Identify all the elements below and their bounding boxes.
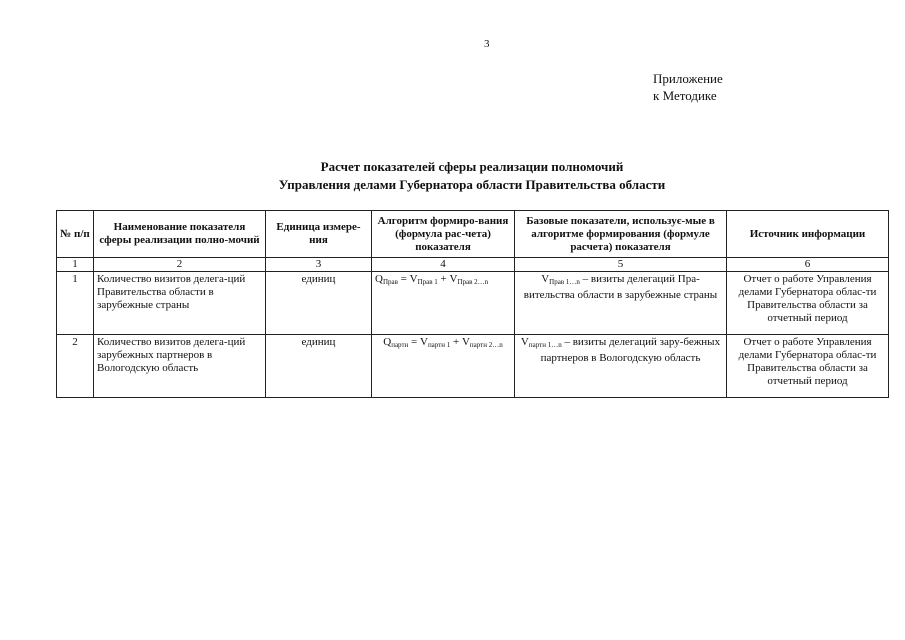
- formula-plus: + V: [437, 273, 458, 285]
- column-number: 6: [727, 258, 889, 272]
- formula-equals: = V: [408, 336, 428, 348]
- column-number: 3: [266, 258, 372, 272]
- base-v-subscript: Прав 1…n: [549, 278, 580, 286]
- base-indicator-description: [515, 272, 727, 335]
- header-cell-name: Наименование показателя сферы реализации полно-мочий: [94, 211, 266, 258]
- formula-v2-subscript: партн 2…n: [469, 341, 503, 349]
- base-v: V: [541, 273, 550, 285]
- base-text: – визиты делегаций Пра-вительства области в зарубежные страны: [523, 273, 718, 301]
- row-number: 2: [57, 335, 94, 398]
- base-v: V: [520, 336, 529, 348]
- indicator-formula: [372, 272, 515, 335]
- formula-q-subscript: партн: [391, 341, 409, 349]
- information-source: Отчет о работе Управления делами Губернатора облас-ти Правительства области за отчетный период: [727, 272, 889, 335]
- header-cell-algorithm: Алгоритм формиро-вания (формула рас-чета) показателя: [372, 211, 515, 258]
- formula-q: Q: [383, 336, 392, 348]
- information-source: Отчет о работе Управления делами Губернатора облас-ти Правительства области за отчетный период: [727, 335, 889, 398]
- appendix-line-2: к Методике: [653, 88, 717, 103]
- indicator-unit: единиц: [266, 272, 372, 335]
- formula-plus: + V: [450, 336, 470, 348]
- base-v-subscript: партн 1…n: [528, 341, 562, 349]
- page-number: 3: [484, 38, 490, 50]
- column-number-row: [57, 258, 889, 272]
- formula-v2-subscript: Прав 2…n: [457, 278, 489, 286]
- column-number: 1: [57, 258, 94, 272]
- header-cell-source: Источник информации: [727, 211, 889, 258]
- table-row: [57, 335, 889, 398]
- document-title: [56, 158, 888, 194]
- table-header-row: [57, 211, 889, 258]
- table-row: [57, 272, 889, 335]
- formula-q: Q: [375, 273, 383, 285]
- formula-q-subscript: Прав: [382, 278, 398, 286]
- formula-v1-subscript: партн 1: [427, 341, 451, 349]
- appendix-label: [653, 70, 723, 104]
- indicator-name: Количество визитов делега-ций зарубежных партнеров в Вологодскую область: [94, 335, 266, 398]
- document-title-line-1: Расчет показателей сферы реализации полномочий: [320, 159, 624, 174]
- row-number: 1: [57, 272, 94, 335]
- formula-equals: = V: [397, 273, 418, 285]
- header-cell-base-indicators: Базовые показатели, использує-мые в алгоритме формирования (формуле расчета) показателя: [515, 211, 727, 258]
- base-text: – визиты делегаций зару-бежных партнеров в Вологодскую область: [540, 336, 721, 364]
- column-number: 2: [94, 258, 266, 272]
- indicator-unit: единиц: [266, 335, 372, 398]
- indicators-table: [56, 210, 889, 398]
- formula-v1-subscript: Прав 1: [417, 278, 438, 286]
- header-cell-number: № п/п: [57, 211, 94, 258]
- indicator-name: Количество визитов делега-ций Правительства области в зарубежные страны: [94, 272, 266, 335]
- header-cell-unit: Единица измере-ния: [266, 211, 372, 258]
- document-title-line-2: Управления делами Губернатора области Правительства области: [278, 177, 666, 192]
- indicator-formula: [372, 335, 515, 398]
- appendix-line-1: Приложение: [653, 71, 723, 86]
- column-number: 4: [372, 258, 515, 272]
- base-indicator-description: [515, 335, 727, 398]
- column-number: 5: [515, 258, 727, 272]
